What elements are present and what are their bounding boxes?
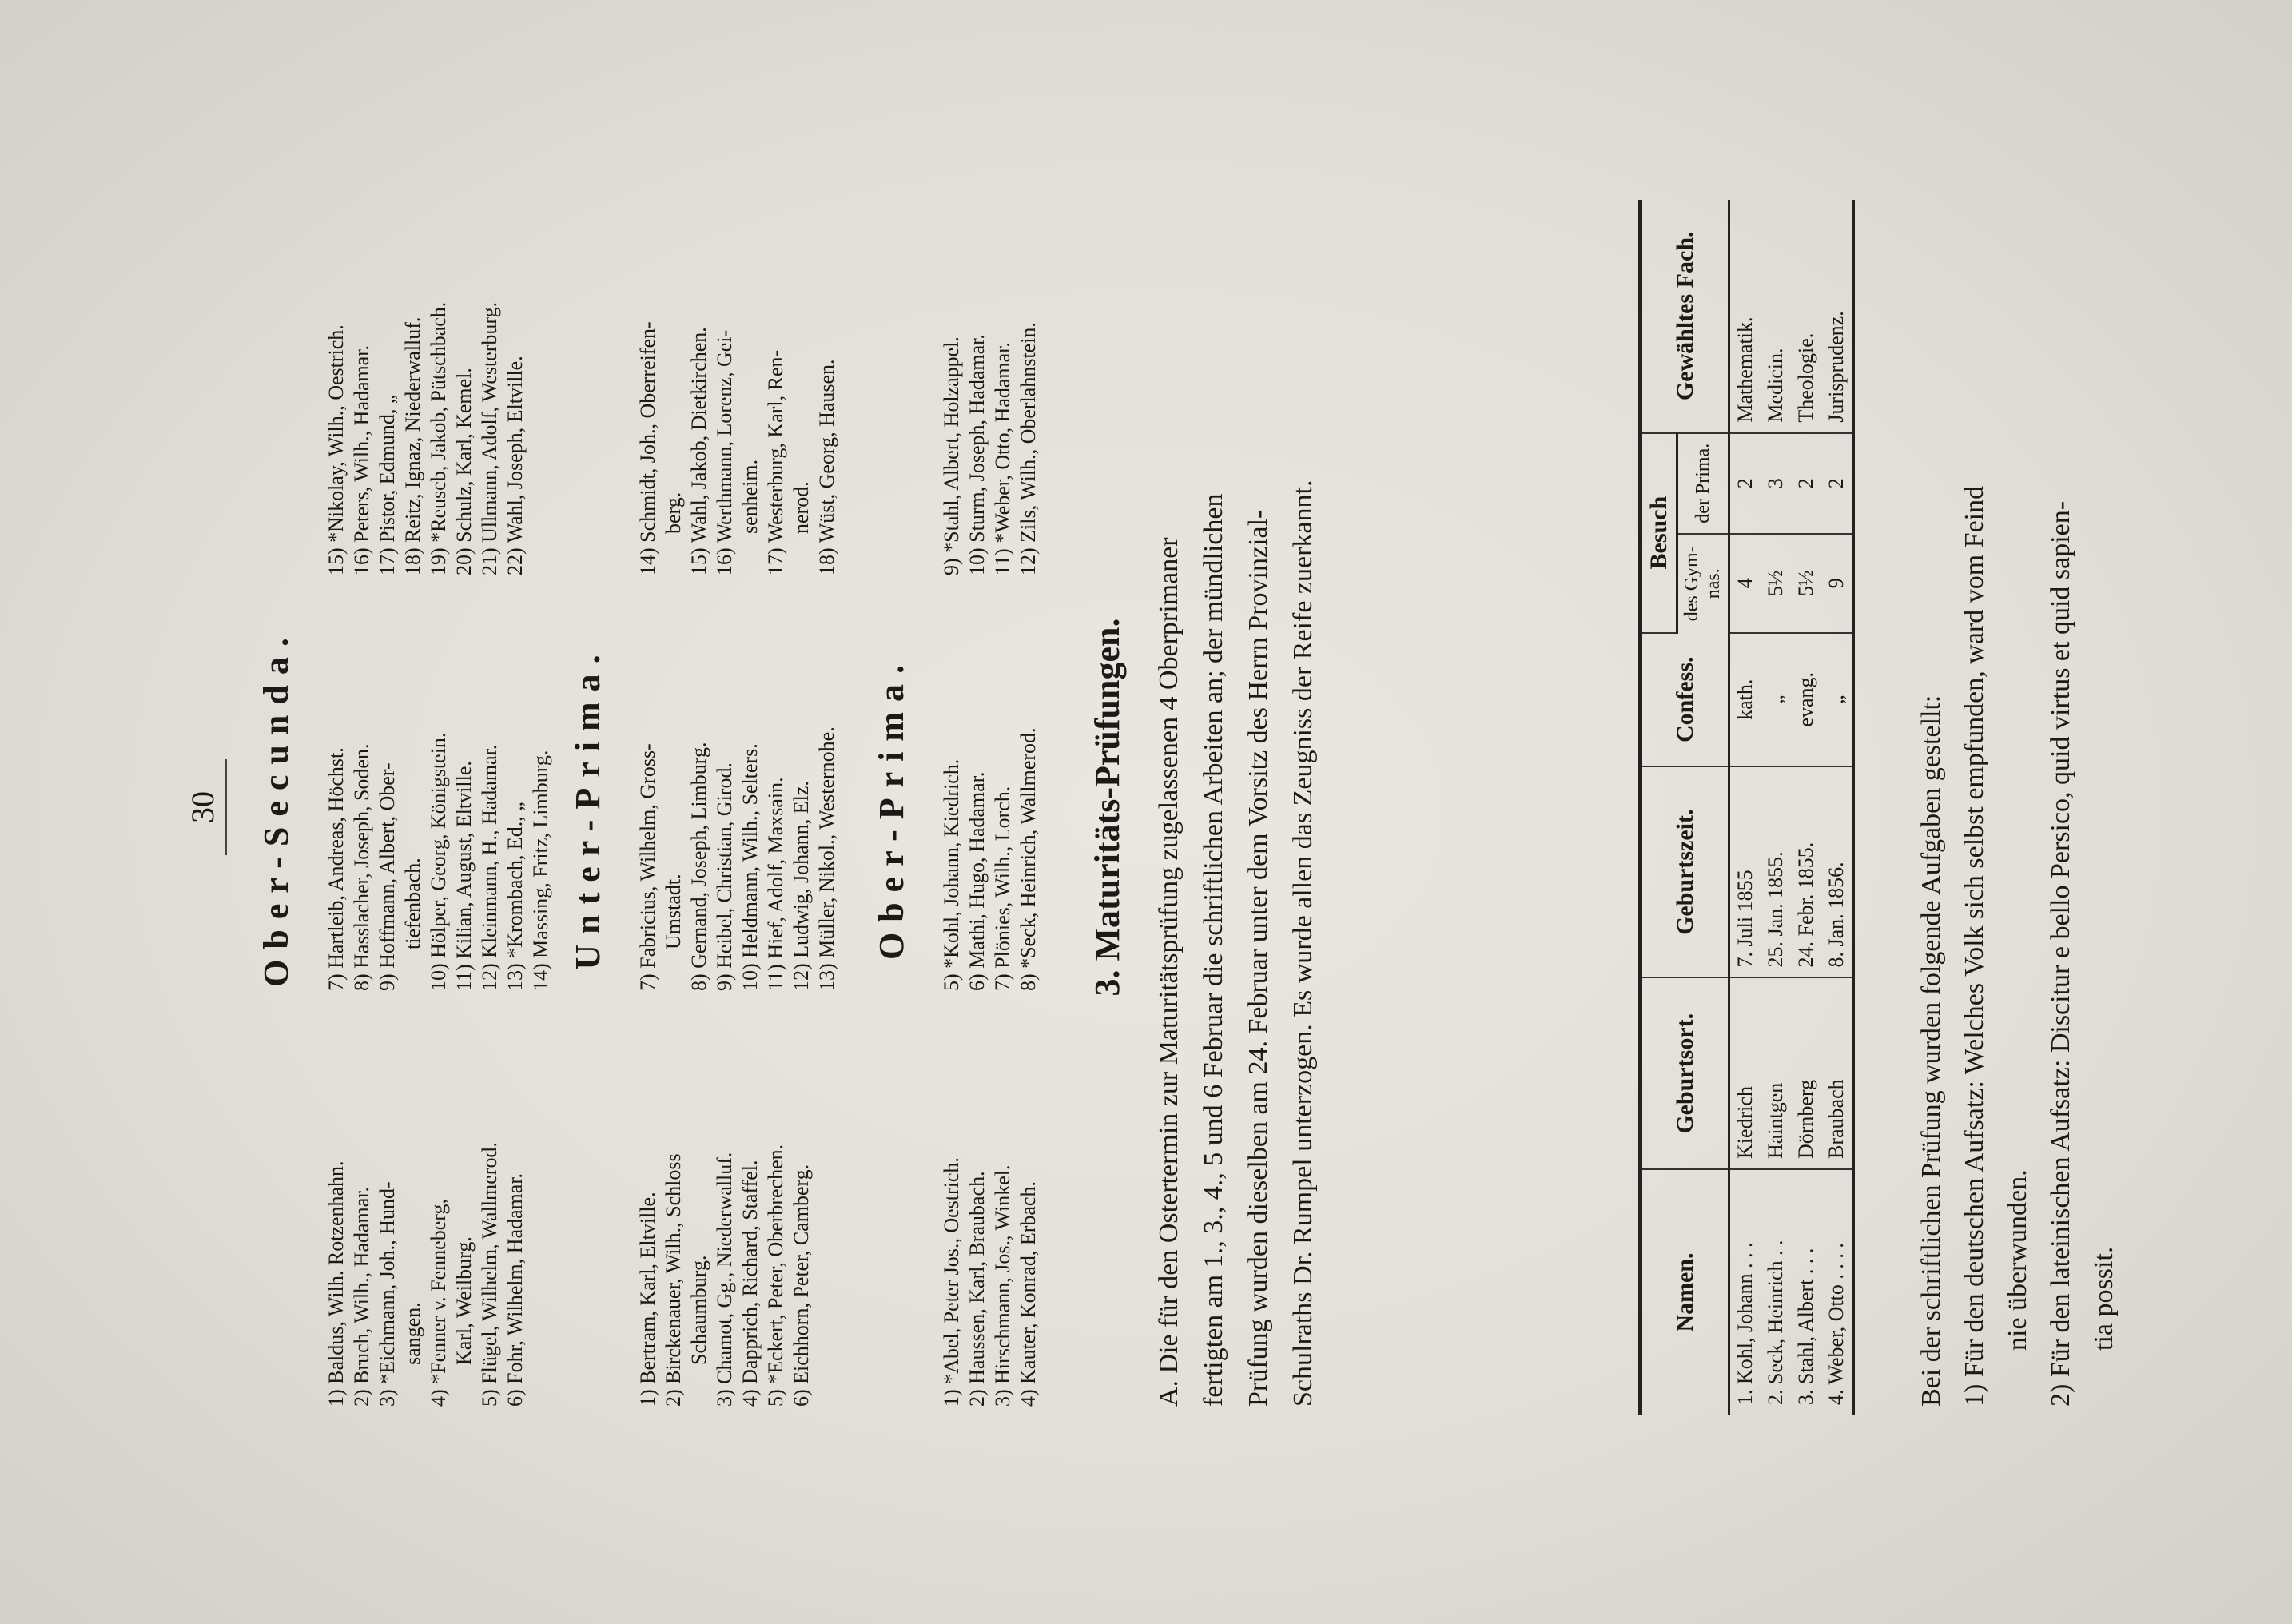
ober-prima-col3 [939, 160, 1041, 575]
student-entry: 3) *Eichmann, Joh., Hund- [376, 1181, 399, 1407]
row-fach: Mathematik. [1729, 200, 1761, 433]
student-entry: 5) *Eckert, Peter, Oberbrechen. [764, 1144, 787, 1407]
student-entry: 6) Eichhorn, Peter, Camberg. [790, 1164, 813, 1407]
student-entry: 9) Hoffmann, Albert, Ober- [376, 762, 399, 991]
student-entry: 14) Schmidt, Joh., Oberreifen- [636, 321, 659, 575]
student-entry: 12) Ludwig, Johann, Elz. [790, 781, 813, 991]
student-entry: 5) Flügel, Wilhelm, Wallmerod. [478, 1142, 501, 1407]
student-entry: 3) Hirschmann, Jos., Winkel. [991, 1164, 1014, 1407]
row-besuch-prima: 2 [1821, 433, 1853, 534]
student-entry: 10) Heldmann, Wilh., Selters. [738, 743, 762, 991]
row-besuch-gym: 9 [1821, 534, 1853, 633]
ober-secunda-col1 [324, 1007, 528, 1407]
row-besuch-gym: 5½ [1791, 534, 1821, 633]
row-besuch-gym: 4 [1729, 534, 1761, 633]
student-entry: 9) Heibel, Christian, Girod. [713, 762, 736, 991]
ober-prima-col1 [939, 1007, 1041, 1407]
ober-prima-title: Ober-Prima. [872, 654, 911, 961]
row-birthdate: 7. Juli 1855 [1729, 766, 1761, 978]
paragraph-line: Prüfung wurden dieselben am 24. Februar unter dem Vorsitz des Herrn Provinzial- [1243, 509, 1273, 1407]
paragraph-line: A. Die für den Ostertermin zur Maturitätsprüfung zugelassenen 4 Oberprimaner [1154, 537, 1184, 1407]
aufgabe-line: nie überwunden. [2003, 1169, 2032, 1351]
student-entry: 12) Zils, Wilh., Oberlahnstein. [1017, 322, 1040, 575]
student-entry: 2) Bruch, Wilh., Hadamar. [350, 1186, 373, 1407]
maturitaet-paragraph [1147, 208, 1326, 1407]
paragraph-line: Schulraths Dr. Rumpel unterzogen. Es wurde allen das Zeugniss der Reife zuerkannt. [1288, 480, 1318, 1407]
student-entry: 13) Müller, Nikol., Westernohe. [815, 726, 838, 991]
row-birthdate: 8. Jan. 1856. [1821, 766, 1853, 978]
row-fach: Medicin. [1761, 200, 1791, 433]
maturitaet-table-body [1729, 200, 1854, 1415]
row-confession: evang. [1791, 633, 1821, 766]
ober-secunda-title: Ober-Secunda. [257, 627, 296, 987]
student-entry: 1) Bertram, Karl, Eltville. [636, 1192, 659, 1407]
row-fach: Jurisprudenz. [1821, 200, 1853, 433]
aufgabe-line: 1) Für den deutschen Aufsatz: Welches Volk sich selbst empfunden, ward vom Feind [1960, 485, 1989, 1407]
student-entry: 4) Kauter, Konrad, Erbach. [1017, 1181, 1040, 1407]
student-entry: 17) Pistor, Edmund, „ [376, 394, 399, 575]
student-entry: 12) Kleinmann, H., Hadamar. [478, 744, 501, 991]
student-entry: 14) Massing, Fritz, Limburg. [529, 750, 552, 991]
student-entry: 4) *Fenner v. Fenneberg, [427, 1199, 450, 1407]
student-entry: 9) *Stahl, Albert, Holzappel. [940, 336, 963, 575]
unter-prima-title: Unter-Prima. [568, 644, 607, 970]
row-besuch-gym: 5½ [1761, 534, 1791, 633]
student-entry: 18) Reitz, Ignaz, Niederwalluf. [401, 316, 424, 575]
student-entry: 2) Haussen, Karl, Braubach. [965, 1171, 989, 1407]
student-entry-continuation: Umstadt. [662, 874, 685, 949]
student-entry: 3) Chamot, Gg., Niederwalluf. [713, 1152, 736, 1407]
student-entry: 7) Plönies, Wilh., Lorch. [991, 786, 1014, 991]
maturitaet-table [1638, 200, 1855, 1415]
student-entry: 15) *Nikolay, Wilh., Oestrich. [324, 324, 348, 575]
unter-prima-col2 [635, 591, 840, 991]
student-entry: 16) Peters, Wilh., Hadamar. [350, 344, 373, 575]
student-entry: 7) Hartleib, Andreas, Höchst. [324, 747, 348, 991]
aufgaben-list [1910, 208, 2126, 1407]
student-entry-continuation: berg. [662, 492, 685, 534]
unter-prima-col3 [635, 160, 840, 575]
student-entry: 21) Ullmann, Adolf, Westerburg. [478, 301, 501, 575]
table-row [1729, 200, 1761, 1415]
row-name: 1. Kohl, Johann . . . [1733, 1242, 1757, 1405]
row-birthdate: 24. Febr. 1855. [1791, 766, 1821, 978]
col-header-name: Namen. [1641, 1169, 1729, 1415]
ober-secunda-col3 [324, 160, 528, 575]
row-name: 2. Seck, Heinrich . . [1764, 1240, 1787, 1405]
aufgabe-line: 2) Für den lateinischen Aufsatz: Discitur e bello Persico, quid virtus et quid sapien- [2046, 500, 2075, 1407]
row-confession: „ [1821, 633, 1853, 766]
row-confession: „ [1761, 633, 1791, 766]
col-header-birthdate: Geburtszeit. [1641, 766, 1729, 978]
page-number-rule [225, 759, 227, 855]
row-besuch-prima: 2 [1729, 433, 1761, 534]
student-entry: 15) Wahl, Jakob, Dietkirchen. [687, 327, 710, 575]
ober-prima-col2 [939, 591, 1041, 991]
student-entry: 10) Sturm, Joseph, Hadamar. [965, 334, 989, 575]
aufgabe-line: Bei der schriftlichen Prüfung wurden folgende Aufgaben gestellt: [1916, 695, 1946, 1407]
student-entry: 8) Hasslacher, Joseph, Soden. [350, 743, 373, 991]
student-entry-continuation: tiefenbach. [401, 858, 424, 949]
student-entry-continuation: Karl, Weilburg. [452, 1236, 476, 1365]
col-header-fach: Gewähltes Fach. [1641, 200, 1729, 433]
student-entry: 11) Kilian, August, Eltville. [452, 761, 476, 991]
student-entry: 17) Westerburg, Karl, Ren- [764, 349, 787, 575]
maturitaet-heading: 3. Maturitäts-Prüfungen. [1088, 618, 1127, 997]
row-confession: kath. [1729, 633, 1761, 766]
page-number: 30 [185, 791, 221, 823]
table-row [1791, 200, 1821, 1415]
student-entry: 20) Schulz, Karl, Kemel. [452, 368, 476, 575]
row-besuch-prima: 2 [1791, 433, 1821, 534]
col-header-besuch-prima: der Prima. [1677, 433, 1729, 534]
unter-prima-col1 [635, 1007, 814, 1407]
col-header-birthplace: Geburtsort. [1641, 978, 1729, 1170]
student-entry: 4) Dapprich, Richard, Staffel. [738, 1160, 762, 1407]
student-entry: 18) Wüst, Georg, Hausen. [815, 359, 838, 575]
student-entry-continuation: nerod. [790, 481, 813, 534]
student-entry-continuation: senheim. [738, 459, 762, 534]
row-birthplace: Dörnberg [1791, 978, 1821, 1170]
row-birthplace: Braubach [1821, 978, 1853, 1170]
student-entry: 11) *Weber, Otto, Hadamar. [991, 342, 1014, 575]
student-entry: 8) Gernand, Joseph, Limburg. [687, 742, 710, 991]
student-entry-continuation: sangen. [401, 1302, 424, 1365]
table-row [1821, 200, 1853, 1415]
row-birthdate: 25. Jan. 1855. [1761, 766, 1791, 978]
student-entry: 6) Fohr, Wilhelm, Hadamar. [503, 1172, 527, 1407]
student-entry: 22) Wahl, Joseph, Eltville. [503, 356, 527, 575]
student-entry: 1) *Abel, Peter Jos., Oestrich. [940, 1157, 963, 1407]
row-fach: Theologie. [1791, 200, 1821, 433]
student-entry: 16) Werthmann, Lorenz, Gei- [713, 329, 736, 575]
ober-secunda-col2 [324, 591, 554, 991]
student-entry: 10) Hölper, Georg, Königstein. [427, 732, 450, 991]
student-entry: 13) *Krombach, Ed., „ [503, 802, 527, 991]
col-header-besuch-gym: des Gym- nas. [1677, 534, 1729, 633]
student-entry: 8) *Seck, Heinrich, Wallmerod. [1017, 727, 1040, 991]
row-name: 4. Weber, Otto . . . . [1821, 1169, 1853, 1415]
student-entry: 2) Birckenauer, Wilh., Schloss [662, 1153, 685, 1407]
paragraph-line: fertigten am 1., 3., 4., 5 und 6 Februar die schriftlichen Arbeiten an; der mündlichen [1199, 493, 1228, 1407]
student-entry-continuation: Schaumburg. [687, 1255, 710, 1365]
student-entry: 7) Fabricius, Wilhelm, Gross- [636, 743, 659, 991]
student-entry: 5) *Kohl, Johann, Kiedrich. [940, 758, 963, 991]
rotated-page-content [185, 128, 2292, 1487]
student-entry: 6) Mathi, Hugo, Hadamar. [965, 771, 989, 991]
student-entry: 19) *Reuscb, Jakob, Pütschbach. [427, 301, 450, 575]
row-birthplace: Kiedrich [1729, 978, 1761, 1170]
row-name: 3. Stahl, Albert . . . [1794, 1248, 1817, 1405]
student-entry: 1) Baldus, Wilh. Rotzenhahn. [324, 1160, 348, 1407]
col-header-besuch: Besuch [1641, 433, 1677, 633]
col-header-confession: Confess. [1641, 633, 1729, 766]
row-besuch-prima: 3 [1761, 433, 1791, 534]
aufgabe-line: tia possit. [2089, 1246, 2119, 1351]
row-birthplace: Haintgen [1761, 978, 1791, 1170]
table-row [1761, 200, 1791, 1415]
student-entry: 11) Hief, Adolf, Maxsain. [764, 777, 787, 991]
